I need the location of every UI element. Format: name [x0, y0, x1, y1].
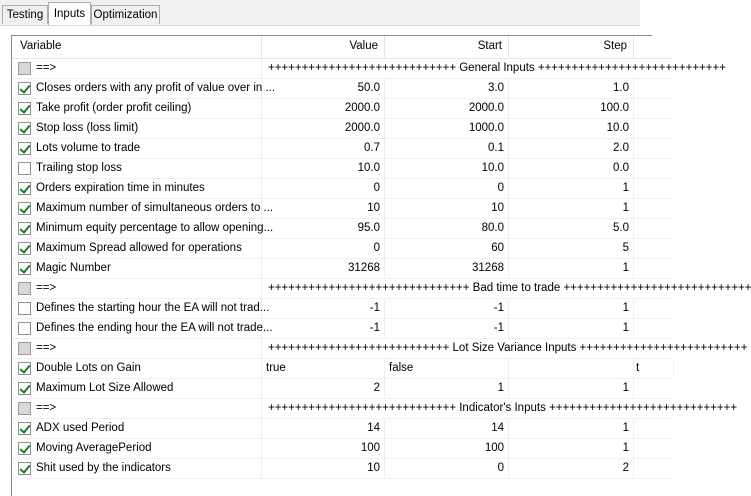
start-cell[interactable]: 80.0: [385, 219, 509, 238]
start-cell[interactable]: 1: [385, 379, 509, 398]
start-cell[interactable]: 1000.0: [385, 119, 509, 138]
step-cell[interactable]: 1: [509, 179, 634, 198]
value-cell[interactable]: 31268: [262, 259, 385, 278]
variable-name: Lots volume to trade: [12, 139, 262, 158]
step-cell[interactable]: 1: [509, 199, 634, 218]
variable-name: Take profit (order profit ceiling): [12, 99, 262, 118]
variable-name: Stop loss (loss limit): [12, 119, 262, 138]
table-row[interactable]: [12, 79, 672, 99]
step-cell[interactable]: [509, 359, 634, 378]
variable-name: ==>: [12, 339, 262, 358]
variable-name: Moving AveragePeriod: [12, 439, 262, 458]
variable-name: Magic Number: [12, 259, 262, 278]
step-cell[interactable]: 1: [509, 439, 634, 458]
tab-inputs[interactable]: Inputs: [48, 2, 91, 25]
group-title: ++++++++++++++++++++++++++++++ Bad time to trade ++++++++++++++++++++++++++++: [268, 282, 751, 294]
value-cell[interactable]: 0: [262, 179, 385, 198]
value-cell[interactable]: 2: [262, 379, 385, 398]
tab-bar: [0, 0, 640, 26]
table-row[interactable]: [12, 179, 672, 199]
value-cell[interactable]: 2000.0: [262, 119, 385, 138]
table-row[interactable]: [12, 319, 672, 339]
column-header-step[interactable]: Step: [509, 36, 634, 58]
variable-name: ==>: [12, 279, 262, 298]
value-cell[interactable]: 0.7: [262, 139, 385, 158]
variable-name: Trailing stop loss: [12, 159, 262, 178]
value-cell[interactable]: -1: [262, 319, 385, 338]
start-cell[interactable]: false: [385, 359, 509, 378]
group-title: ++++++++++++++++++++++++++++ General Inputs ++++++++++++++++++++++++++++: [268, 62, 726, 74]
table-row[interactable]: [12, 439, 672, 459]
column-header-start[interactable]: Start: [385, 36, 509, 58]
table-row[interactable]: [12, 379, 672, 399]
start-cell[interactable]: 10: [385, 199, 509, 218]
tab-optimization[interactable]: Optimization: [91, 5, 160, 24]
table-row[interactable]: [12, 219, 672, 239]
step-cell[interactable]: 10.0: [509, 119, 634, 138]
table-row[interactable]: [12, 359, 672, 379]
step-cell[interactable]: 0.0: [509, 159, 634, 178]
value-cell[interactable]: 50.0: [262, 79, 385, 98]
variable-name: Shit used by the indicators: [12, 459, 262, 478]
group-separator-row[interactable]: [12, 279, 751, 299]
table-row[interactable]: [12, 459, 672, 479]
step-cell[interactable]: 5.0: [509, 219, 634, 238]
variable-name: Maximum Spread allowed for operations: [12, 239, 262, 258]
table-row[interactable]: [12, 99, 672, 119]
start-cell[interactable]: -1: [385, 299, 509, 318]
variable-name: Defines the ending hour the EA will not trade...: [12, 319, 262, 338]
start-cell[interactable]: 14: [385, 419, 509, 438]
variable-name: Closes orders with any profit of value over in ...: [12, 79, 262, 98]
value-cell[interactable]: 10: [262, 459, 385, 478]
inputs-grid: [11, 35, 751, 496]
step-cell[interactable]: 1: [509, 259, 634, 278]
tab-testing[interactable]: Testing: [2, 5, 48, 24]
group-separator-row[interactable]: [12, 399, 738, 419]
step-cell[interactable]: 1.0: [509, 79, 634, 98]
stop-cell[interactable]: t: [634, 359, 674, 378]
step-cell[interactable]: 1: [509, 379, 634, 398]
group-title: +++++++++++++++++++++++++++ Lot Size Variance Inputs +++++++++++++++++++++++++: [268, 342, 748, 354]
step-cell[interactable]: 1: [509, 319, 634, 338]
table-row[interactable]: [12, 299, 672, 319]
table-row[interactable]: [12, 139, 672, 159]
variable-name: Defines the starting hour the EA will not trad...: [12, 299, 262, 318]
step-cell[interactable]: 5: [509, 239, 634, 258]
start-cell[interactable]: 0.1: [385, 139, 509, 158]
start-cell[interactable]: 10.0: [385, 159, 509, 178]
variable-name: ADX used Period: [12, 419, 262, 438]
group-separator-row[interactable]: [12, 339, 748, 359]
table-row[interactable]: [12, 119, 672, 139]
value-cell[interactable]: true: [262, 359, 385, 378]
value-cell[interactable]: 14: [262, 419, 385, 438]
table-row[interactable]: [12, 239, 672, 259]
group-title: ++++++++++++++++++++++++++++ Indicator's Inputs ++++++++++++++++++++++++++++: [268, 402, 738, 414]
variable-name: ==>: [12, 399, 262, 418]
group-separator-row[interactable]: [12, 59, 726, 79]
table-row[interactable]: [12, 259, 672, 279]
value-cell[interactable]: 10.0: [262, 159, 385, 178]
variable-name: Double Lots on Gain: [12, 359, 262, 378]
value-cell[interactable]: 2000.0: [262, 99, 385, 118]
variable-name: ==>: [12, 59, 262, 78]
start-cell[interactable]: 0: [385, 179, 509, 198]
start-cell[interactable]: 0: [385, 459, 509, 478]
column-header-value[interactable]: Value: [262, 36, 385, 58]
value-cell[interactable]: 0: [262, 239, 385, 258]
grid-header: [12, 36, 672, 59]
step-cell[interactable]: 100.0: [509, 99, 634, 118]
start-cell[interactable]: 60: [385, 239, 509, 258]
value-cell[interactable]: 100: [262, 439, 385, 458]
variable-name: Maximum Lot Size Allowed: [12, 379, 262, 398]
step-cell[interactable]: 1: [509, 419, 634, 438]
table-row[interactable]: [12, 159, 672, 179]
start-cell[interactable]: 100: [385, 439, 509, 458]
variable-name: Minimum equity percentage to allow opening...: [12, 219, 262, 238]
step-cell[interactable]: 2.0: [509, 139, 634, 158]
start-cell[interactable]: -1: [385, 319, 509, 338]
start-cell[interactable]: 31268: [385, 259, 509, 278]
column-header-variable[interactable]: Variable: [12, 36, 262, 58]
value-cell[interactable]: 10: [262, 199, 385, 218]
variable-name: Orders expiration time in minutes: [12, 179, 262, 198]
table-row[interactable]: [12, 419, 672, 439]
start-cell[interactable]: 3.0: [385, 79, 509, 98]
step-cell[interactable]: 1: [509, 299, 634, 318]
value-cell[interactable]: 95.0: [262, 219, 385, 238]
step-cell[interactable]: 2: [509, 459, 634, 478]
value-cell[interactable]: -1: [262, 299, 385, 318]
variable-name: Maximum number of simultaneous orders to ...: [12, 199, 262, 218]
table-row[interactable]: [12, 199, 672, 219]
start-cell[interactable]: 2000.0: [385, 99, 509, 118]
